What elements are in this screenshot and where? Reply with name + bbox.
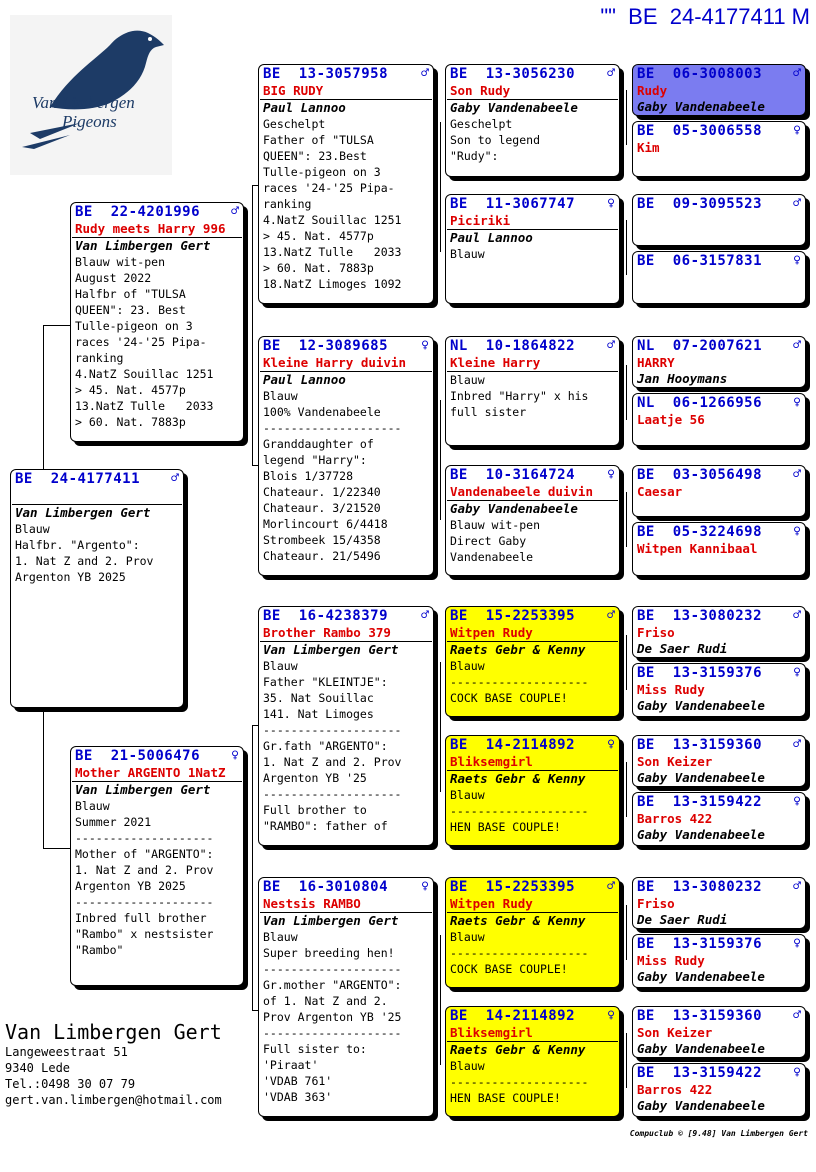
pigeon-notes: Blauw -------------------- HEN BASE COUPLE! [450, 788, 589, 834]
ring-number: BE 12-3089685 [263, 338, 389, 354]
pigeon-name: Miss Rudy [637, 682, 705, 697]
ancestor-card[interactable] [632, 663, 806, 717]
ring-number: BE 10-3164724 [450, 467, 576, 483]
great-grandparent-card[interactable] [445, 877, 620, 988]
father-card[interactable] [70, 202, 244, 442]
breeder-name: Van Limbergen Gert [5, 1020, 222, 1044]
sex-icon: ♂ [607, 66, 615, 81]
ring-number: BE 16-4238379 [263, 608, 389, 624]
ring-number: NL 07-2007621 [637, 338, 763, 354]
sex-icon: ♀ [793, 524, 801, 539]
pigeon-notes: Geschelpt Son to legend "Rudy": [450, 117, 541, 163]
owner-name: Gaby Vandenabeele [637, 770, 765, 785]
sex-icon: ♀ [421, 879, 429, 894]
ring-number: BE 21-5006476 [75, 748, 201, 764]
owner-name: Gaby Vandenabeele [637, 969, 765, 984]
title-prefix: "" [600, 4, 616, 29]
sex-icon: ♀ [607, 737, 615, 752]
ring-number: BE 13-3080232 [637, 879, 763, 895]
sex-icon: ♀ [793, 253, 801, 268]
ring-number: BE 05-3006558 [637, 123, 763, 139]
ancestor-card[interactable] [632, 465, 806, 517]
pigeon-name: Bliksemgirl [450, 754, 533, 769]
sex-icon: ♂ [171, 471, 179, 486]
pigeon-logo-icon [10, 15, 172, 175]
owner-name: Gaby Vandenabeele [450, 501, 578, 516]
ring-number: BE 13-3159376 [637, 936, 763, 952]
sex-icon: ♂ [793, 467, 801, 482]
sex-icon: ♀ [793, 665, 801, 680]
software-footer: Compuclub © [9.48] Van Limbergen Gert [629, 1129, 808, 1138]
owner-name: Van Limbergen Gert [75, 238, 211, 253]
pigeon-name [11, 488, 183, 504]
pigeon-notes: Blauw Halfbr. "Argento": 1. Nat Z and 2. Prov Argenton YB 2025 [15, 522, 154, 584]
owner-name: Paul Lannoo [263, 100, 346, 115]
owner-name: Gaby Vandenabeele [637, 1041, 765, 1056]
connector [440, 400, 441, 520]
pigeon-name: Piciriki [450, 213, 511, 228]
connector [252, 725, 253, 1010]
ancestor-card[interactable] [632, 522, 806, 576]
owner-name: Van Limbergen Gert [15, 505, 151, 520]
pigeon-name: Son Keizer [637, 1025, 713, 1040]
ancestor-card[interactable] [632, 735, 806, 787]
great-grandparent-card[interactable] [445, 465, 620, 576]
ring-number: BE 06-3157831 [637, 253, 763, 269]
pigeon-name: Mother ARGENTO 1NatZ [75, 765, 226, 780]
ring-number: BE 24-4177411 [15, 471, 141, 487]
sex-icon: ♀ [793, 1065, 801, 1080]
pigeon-name: Brother Rambo 379 [263, 625, 391, 640]
pigeon-name: Kleine Harry [450, 355, 541, 370]
connector [440, 935, 441, 1065]
ancestor-card[interactable] [632, 251, 806, 304]
breeder-city: 9340 Lede [5, 1061, 71, 1075]
great-grandparent-card[interactable] [445, 606, 620, 717]
owner-name: De Saer Rudi [637, 641, 728, 656]
pigeon-name: Barros 422 [637, 1082, 713, 1097]
pigeon-name: Vandenabeele duivin [450, 484, 593, 499]
owner-name: Raets Gebr & Kenny [450, 642, 586, 657]
sex-icon: ♀ [231, 748, 239, 763]
pigeon-name: Nestsis RAMBO [263, 896, 361, 911]
pigeon-name: Witpen Rudy [450, 625, 533, 640]
owner-name: Raets Gebr & Kenny [450, 1042, 586, 1057]
ancestor-card[interactable] [632, 336, 806, 388]
svg-text:Pigeons: Pigeons [62, 112, 117, 131]
sex-icon: ♂ [793, 66, 801, 81]
breeder-phone: Tel.:0498 30 07 79 [5, 1077, 136, 1091]
connector [43, 325, 44, 469]
pigeon-notes: Blauw Inbred "Harry" x his full sister [450, 373, 589, 419]
pigeon-notes: Blauw -------------------- COCK BASE COUPLE! [450, 930, 589, 976]
ring-number: BE 09-3095523 [637, 196, 763, 212]
great-grandparent-card[interactable] [445, 64, 620, 177]
ring-number: BE 13-3159422 [637, 794, 763, 810]
ancestor-card[interactable] [632, 934, 806, 988]
ring-number: BE 13-3159376 [637, 665, 763, 681]
ring-number: BE 13-3056230 [450, 66, 576, 82]
owner-name: Gaby Vandenabeele [637, 698, 765, 713]
ring-number: BE 15-2253395 [450, 608, 576, 624]
sex-icon: ♂ [793, 1008, 801, 1023]
pigeon-notes: Blauw Super breeding hen! -------------------- Gr.mother "ARGENTO": of 1. Nat Z and 2. Prov Argenton YB '25 -------------------- Full sister to: 'Piraat' 'VDAB 761' 'VDAB 363' [263, 930, 402, 1104]
owner-name: Gaby Vandenabeele [637, 99, 765, 114]
connector [440, 662, 441, 792]
ring-number: BE 13-3057958 [263, 66, 389, 82]
pigeon-name: Witpen Rudy [450, 896, 533, 911]
sex-icon: ♀ [793, 123, 801, 138]
pigeon-name: Kleine Harry duivin [263, 355, 406, 370]
pigeon-name: Friso [637, 625, 675, 640]
sex-icon: ♀ [793, 794, 801, 809]
ring-number: BE 16-3010804 [263, 879, 389, 895]
pigeon-name: Son Keizer [637, 754, 713, 769]
owner-name: De Saer Rudi [637, 912, 728, 927]
ring-number: BE 14-2114892 [450, 737, 576, 753]
sex-icon: ♀ [607, 196, 615, 211]
owner-name: Raets Gebr & Kenny [450, 771, 586, 786]
owner-name: Paul Lannoo [263, 372, 346, 387]
breeder-street: Langeweestraat 51 [5, 1045, 128, 1059]
grandfather-maternal-card[interactable] [258, 606, 434, 846]
connector [626, 762, 627, 817]
pigeon-notes: Blauw [450, 247, 485, 261]
sex-icon: ♂ [231, 204, 239, 219]
pigeon-notes: Blauw 100% Vandenabeele -------------------- Granddaughter of legend "Harry": Blois 1/37728 Chateaur. 1/22340 Chateaur. 3/21520 Morlincourt 6/4418 Strombeek 15/4358 Chateaur. 21/5496 [263, 389, 402, 563]
ring-number: BE 13-3159422 [637, 1065, 763, 1081]
ring-number: BE 05-3224698 [637, 524, 763, 540]
connector [626, 492, 627, 547]
ring-number: NL 06-1266956 [637, 395, 763, 411]
pigeon-notes: Geschelpt Father of "TULSA QUEEN": 23.Best Tulle-pigeon on 3 races '24-'25 Pipa- ranking 4.NatZ Souillac 1251 > 45. Nat. 4577p 13.NatZ Tulle 2033 > 60. Nat. 7883p 18.NatZ Limoges 1092 [263, 117, 402, 291]
pigeon-notes: Blauw -------------------- HEN BASE COUPLE! [450, 1059, 589, 1105]
sex-icon: ♂ [793, 338, 801, 353]
grandmother-paternal-card[interactable] [258, 336, 434, 576]
ring-number: BE 13-3159360 [637, 1008, 763, 1024]
connector [43, 708, 44, 848]
connector [440, 122, 441, 252]
sex-icon: ♀ [607, 1008, 615, 1023]
ancestor-card[interactable] [632, 393, 806, 446]
owner-name: Gaby Vandenabeele [637, 827, 765, 842]
owner-name: Raets Gebr & Kenny [450, 913, 586, 928]
ring-number: BE 13-3080232 [637, 608, 763, 624]
pigeon-notes: Blauw -------------------- COCK BASE COUPLE! [450, 659, 589, 705]
ring-number: BE 22-4201996 [75, 204, 201, 220]
sex-icon: ♂ [421, 66, 429, 81]
grandfather-paternal-card[interactable] [258, 64, 434, 304]
pedigree-title [600, 4, 810, 30]
pigeon-name: HARRY [637, 355, 675, 370]
owner-name: Van Limbergen Gert [263, 642, 399, 657]
pigeon-name: Caesar [637, 484, 683, 499]
pigeon-name: BIG RUDY [263, 83, 324, 98]
owner-name: Gaby Vandenabeele [637, 1098, 765, 1113]
ancestor-card[interactable] [632, 606, 806, 658]
connector [626, 905, 627, 960]
pigeon-name: Miss Rudy [637, 953, 705, 968]
ancestor-card[interactable] [632, 877, 806, 929]
pigeon-notes: Blauw wit-pen August 2022 Halfbr of "TULSA QUEEN": 23. Best Tulle-pigeon on 3 races '24-'25 Pipa- ranking 4.NatZ Souillac 1251 > 45. Nat. 4577p 13.NatZ Tulle 2033 > 60. Nat. 7883p [75, 255, 214, 429]
pigeon-name: Rudy meets Harry 996 [75, 221, 226, 236]
owner-name: Van Limbergen Gert [75, 782, 211, 797]
great-grandparent-card[interactable] [445, 735, 620, 846]
owner-name: Van Limbergen Gert [263, 913, 399, 928]
pigeon-name: Barros 422 [637, 811, 713, 826]
pigeon-name: Laatje 56 [637, 412, 705, 427]
ancestor-card[interactable] [632, 1006, 806, 1058]
sex-icon: ♀ [793, 395, 801, 410]
title-ring-number: BE 24-4177411 M [628, 4, 810, 29]
pigeon-name: Friso [637, 896, 675, 911]
sex-icon: ♂ [793, 608, 801, 623]
grandmother-maternal-card[interactable] [258, 877, 434, 1117]
great-grandparent-card[interactable] [445, 336, 620, 446]
owner-name: Gaby Vandenabeele [450, 100, 578, 115]
sex-icon: ♂ [793, 196, 801, 211]
sex-icon: ♀ [421, 338, 429, 353]
pigeon-name: Kim [637, 140, 660, 155]
sex-icon: ♂ [607, 879, 615, 894]
ancestor-card[interactable] [632, 121, 806, 177]
ring-number: BE 03-3056498 [637, 467, 763, 483]
connector [626, 365, 627, 420]
subject-pigeon-card[interactable] [10, 469, 184, 708]
ring-number: BE 15-2253395 [450, 879, 576, 895]
sex-icon: ♂ [793, 737, 801, 752]
connector [43, 325, 71, 326]
breeder-info [5, 1020, 222, 1108]
pigeon-notes: Blauw Summer 2021 -------------------- Mother of "ARGENTO": 1. Nat Z and 2. Prov Argenton YB 2025 -------------------- Inbred full brother "Rambo" x nestsister "Rambo" [75, 799, 214, 957]
pigeon-notes: Blauw wit-pen Direct Gaby Vandenabeele [450, 518, 541, 564]
ring-number: BE 06-3008003 [637, 66, 763, 82]
ancestor-card[interactable] [632, 64, 806, 116]
connector [626, 90, 627, 145]
svg-text:Van Limbergen: Van Limbergen [32, 93, 135, 112]
loft-logo [10, 15, 172, 175]
breeder-email[interactable]: gert.van.limbergen@hotmail.com [5, 1093, 222, 1107]
great-grandparent-card[interactable] [445, 1006, 620, 1117]
owner-name: Jan Hooymans [637, 371, 728, 386]
ancestor-card[interactable] [632, 792, 806, 846]
owner-name: Paul Lannoo [450, 230, 533, 245]
ring-number: BE 13-3159360 [637, 737, 763, 753]
pigeon-name: Son Rudy [450, 83, 511, 98]
connector [626, 1033, 627, 1088]
sex-icon: ♂ [607, 608, 615, 623]
connector [626, 635, 627, 690]
ancestor-card[interactable] [632, 1063, 806, 1117]
pigeon-name: Bliksemgirl [450, 1025, 533, 1040]
pigeon-name: Witpen Kannibaal [637, 541, 758, 556]
ring-number: NL 10-1864822 [450, 338, 576, 354]
sex-icon: ♂ [607, 338, 615, 353]
connector [626, 220, 627, 275]
connector [252, 185, 253, 465]
great-grandparent-card[interactable] [445, 194, 620, 304]
mother-card[interactable] [70, 746, 244, 986]
ring-number: BE 14-2114892 [450, 1008, 576, 1024]
sex-icon: ♂ [793, 879, 801, 894]
sex-icon: ♂ [421, 608, 429, 623]
sex-icon: ♀ [793, 936, 801, 951]
sex-icon: ♀ [607, 467, 615, 482]
ancestor-card[interactable] [632, 194, 806, 246]
pigeon-name: Rudy [637, 83, 668, 98]
connector [43, 848, 71, 849]
ring-number: BE 11-3067747 [450, 196, 576, 212]
pigeon-notes: Blauw Father "KLEINTJE": 35. Nat Souillac 141. Nat Limoges -------------------- Gr.fath "ARGENTO": 1. Nat Z and 2. Prov Argenton YB '25 -------------------- Full brother to "RAMBO": father of [263, 659, 402, 833]
